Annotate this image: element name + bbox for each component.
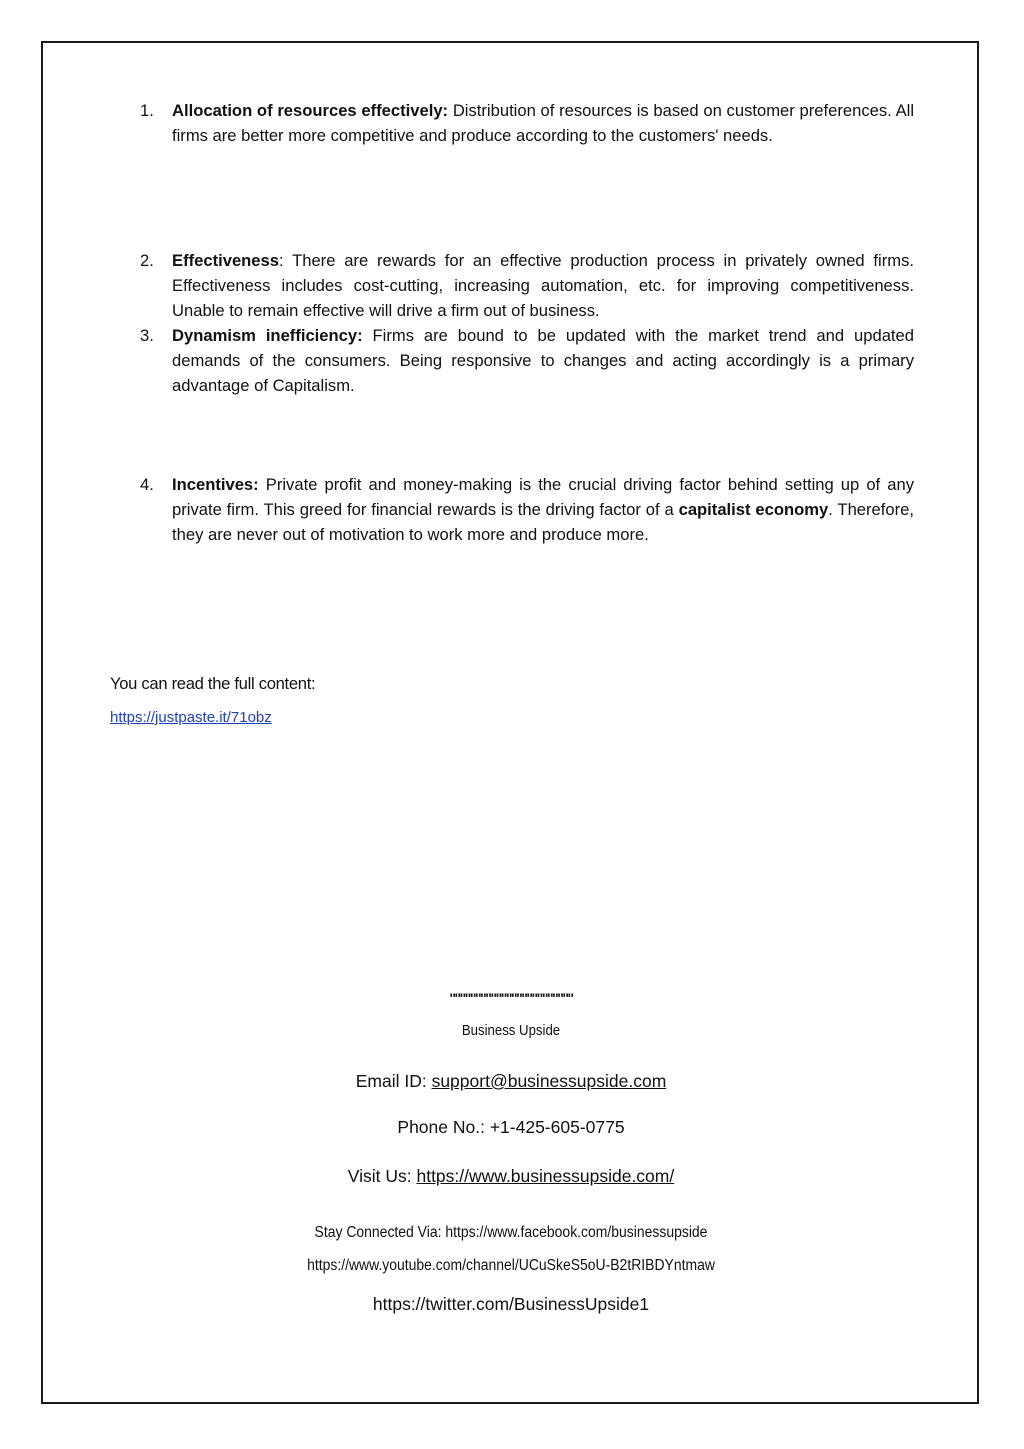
list-item — [130, 323, 914, 398]
read-more-link[interactable]: https://justpaste.it/71obz — [110, 709, 272, 726]
read-more-label: You can read the full content: — [110, 674, 316, 693]
item-heading: Effectiveness — [172, 251, 279, 270]
item-heading: Incentives: — [172, 475, 259, 494]
brand-name: Business Upside — [461, 1022, 561, 1039]
phone-line: Phone No.: +1-425-605-0775 — [397, 1117, 625, 1137]
item-text: Distribution of resources is based on customer preferences. All firms are better more competitive and produce according to the customers' needs. — [172, 101, 915, 145]
email-link[interactable]: support@businessupside.com — [431, 1071, 667, 1091]
visit-line — [41, 1166, 981, 1187]
advantages-list-3 — [130, 472, 914, 547]
item-bold-term: capitalist economy — [678, 500, 829, 519]
facebook-line: Stay Connected Via: https://www.facebook.com/businessupside — [314, 1224, 708, 1241]
email-line — [41, 1071, 981, 1092]
list-item — [130, 472, 914, 547]
advantages-list-2 — [130, 248, 914, 398]
list-item — [130, 248, 914, 323]
item-text-end: . Therefore, they are never out of motivation to work more and produce more. — [172, 500, 914, 544]
item-text: Private profit and money-making is the crucial driving factor behind setting up of any private firm. This greed for financial rewards is the driving factor of a — [172, 475, 914, 519]
youtube-line: https://www.youtube.com/channel/UCuSkeS5oU-B2tRIBDYntmaw — [307, 1257, 715, 1274]
visit-label: Visit Us: — [347, 1166, 417, 1186]
item-text: : There are rewards for an effective production process in privately owned firms. Effectiveness includes cost-cutting, increasing automation, etc. for improving competitiveness. Unable to remain effective will drive a firm out of business. — [172, 251, 914, 320]
website-link[interactable]: https://www.businessupside.com/ — [416, 1166, 675, 1186]
item-number: 1. — [140, 101, 154, 120]
item-text: Firms are bound to be updated with the market trend and updated demands of the consumers. Being responsive to changes and acting accordingly is a primary advantage of Capitalism. — [172, 326, 914, 395]
item-heading: Allocation of resources effectively: — [172, 101, 449, 120]
item-number: 4. — [140, 475, 154, 494]
quote-divider: """""""""""""""""""""""" — [449, 990, 573, 1006]
advantages-list — [130, 98, 914, 148]
email-label: Email ID: — [355, 1071, 432, 1091]
item-number: 3. — [140, 326, 154, 345]
item-heading: Dynamism inefficiency: — [172, 326, 363, 345]
twitter-line: https://twitter.com/BusinessUpside1 — [372, 1294, 650, 1314]
list-item — [130, 98, 914, 148]
item-number: 2. — [140, 251, 154, 270]
